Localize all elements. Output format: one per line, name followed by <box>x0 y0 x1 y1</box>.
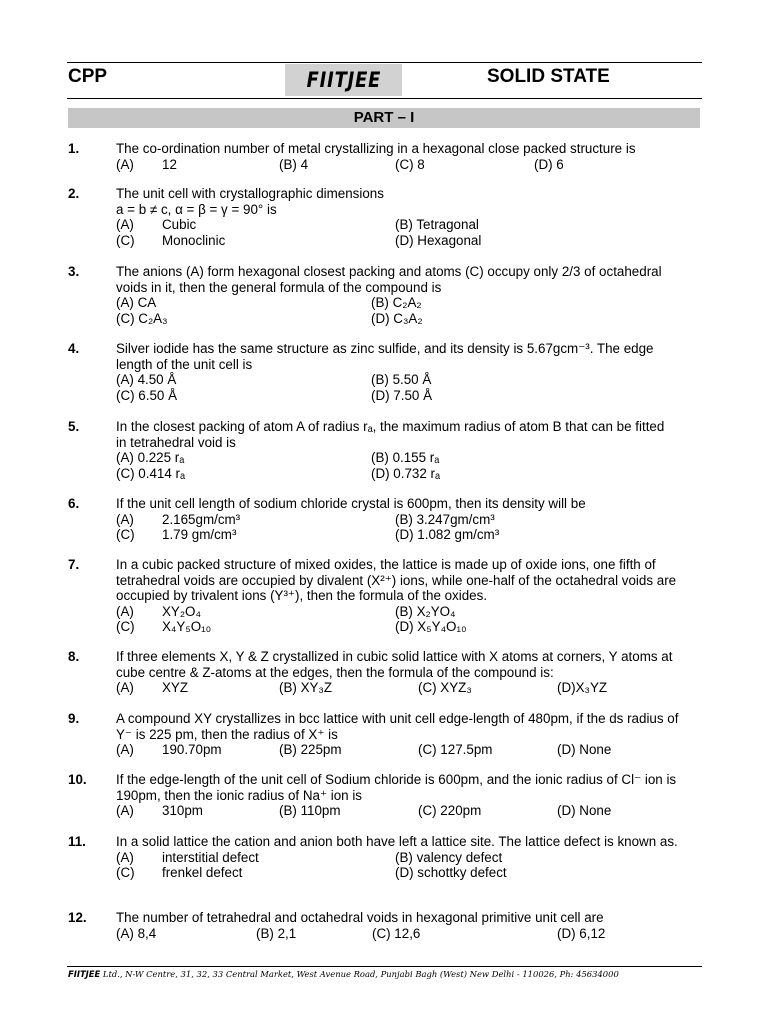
option-d: (D) 0.732 rₐ <box>371 465 440 481</box>
question-number: 3. <box>68 264 80 279</box>
question-12 <box>68 910 708 941</box>
option-d: (D) 6,12 <box>557 925 606 941</box>
option-a-label: (A) <box>116 849 134 865</box>
option-d: (D) None <box>557 742 612 757</box>
footer <box>68 969 708 979</box>
question-number: 4. <box>68 341 80 356</box>
option-a: (A) 4.50 Å <box>116 372 177 387</box>
header-bottom-rule <box>67 98 702 99</box>
option-d: (D) 1.082 gm/cm³ <box>395 527 500 542</box>
question-text: The co-ordination number of metal crystallizing in a hexagonal close packed structure is <box>116 141 636 156</box>
question-text: The unit cell with crystallographic dimensions <box>116 186 384 201</box>
option-c-value: Monoclinic <box>162 232 226 248</box>
part-title: PART – I <box>68 108 700 128</box>
option-a-value: 190.70pm <box>162 742 222 757</box>
option-c-value: 1.79 gm/cm³ <box>162 527 237 542</box>
option-b: (B) 2,1 <box>256 925 297 941</box>
option-a-value: XYZ <box>162 680 189 695</box>
question-number: 10. <box>68 772 87 787</box>
option-b: (B) valency defect <box>395 849 503 865</box>
option-a-label: (A) <box>116 217 134 232</box>
option-a-label: (A) <box>116 680 134 695</box>
option-c-value: frenkel defect <box>162 865 243 880</box>
question-number: 1. <box>68 141 80 156</box>
option-b: (B) X₂YO₄ <box>395 603 456 619</box>
options-row <box>116 865 708 881</box>
question-number: 7. <box>68 557 80 572</box>
option-b: (B) 110pm <box>279 803 341 818</box>
option-d: (D) schottky defect <box>395 865 507 880</box>
question-text: If the unit cell length of sodium chloride crystal is 600pm, then its density will be <box>116 496 586 511</box>
option-a-value: 12 <box>162 156 177 172</box>
question-8 <box>68 649 708 696</box>
option-b: (B) 0.155 rₐ <box>371 450 440 465</box>
options-row <box>116 604 708 620</box>
question-6 <box>68 496 708 543</box>
question-number: 9. <box>68 711 80 726</box>
options-row <box>116 850 708 866</box>
option-b: (B) XY₃Z <box>279 680 333 695</box>
options-row <box>116 388 708 404</box>
options-row <box>116 680 708 696</box>
question-7 <box>68 557 708 635</box>
option-a-value: XY₂O₄ <box>162 603 201 619</box>
option-c: (C) XYZ₃ <box>418 680 472 695</box>
option-c: (C) C₂A₃ <box>116 310 168 326</box>
options-row <box>116 233 708 249</box>
option-a: (A) 0.225 rₐ <box>116 450 185 465</box>
options-row <box>116 157 708 173</box>
option-b: (B) 3.247gm/cm³ <box>395 511 495 527</box>
question-text-line-2: a = b ≠ c, α = β = γ = 90° is <box>116 201 277 217</box>
question-11 <box>68 834 708 881</box>
option-a-label: (A) <box>116 803 134 818</box>
question-number: 2. <box>68 186 80 201</box>
option-d: (D) X₅Y₄O₁₀ <box>395 619 467 634</box>
header-left-label: CPP <box>68 66 108 87</box>
option-a-label: (A) <box>116 603 134 619</box>
question-1 <box>68 141 708 172</box>
question-text: The number of tetrahedral and octahedral voids in hexagonal primitive unit cell are <box>116 910 604 925</box>
footer-brand: FIITJEE <box>68 969 101 979</box>
option-d: (D) None <box>557 803 612 818</box>
option-c: (C) 12,6 <box>372 925 421 941</box>
question-number: 6. <box>68 496 80 511</box>
header-right-label: SOLID STATE <box>487 66 610 87</box>
option-b: (B) 225pm <box>279 742 342 757</box>
option-d: (D) Hexagonal <box>395 232 482 248</box>
options-row <box>116 295 708 311</box>
options-row <box>116 512 708 528</box>
question-3 <box>68 264 708 326</box>
options-row <box>116 466 708 482</box>
option-a-label: (A) <box>116 156 134 172</box>
question-text: If the edge-length of the unit cell of Sodium chloride is 600pm, and the ionic radius of Cl⁻ ion is 190pm, then the ionic radius of Na⁺ ion is <box>116 772 677 803</box>
logo-text: FIITJEE <box>306 68 381 92</box>
question-2 <box>68 186 708 248</box>
option-a-value: 310pm <box>162 803 203 818</box>
option-c-value: X₄Y₅O₁₀ <box>162 619 212 634</box>
question-10 <box>68 772 708 819</box>
option-c: (C) 6.50 Å <box>116 387 178 403</box>
question-number: 12. <box>68 910 87 925</box>
options-row <box>116 372 708 388</box>
option-a: (A) 8,4 <box>116 925 157 941</box>
question-text: If three elements X, Y & Z crystallized in cubic solid lattice with X atoms at corners, Y atoms at cube centre & Z-atoms at the edges, then the formula of the compound is: <box>116 649 673 680</box>
option-c: (C) 127.5pm <box>418 742 493 757</box>
option-c-label: (C) <box>116 527 135 542</box>
header-top-rule <box>67 62 702 63</box>
option-d: (D) 6 <box>534 156 564 172</box>
option-b: (B) C₂A₂ <box>371 295 422 310</box>
option-c: (C) 220pm <box>418 803 482 818</box>
question-text: In a solid lattice the cation and anion both have left a lattice site. The lattice defect is known as. <box>116 834 678 849</box>
question-number: 8. <box>68 649 80 664</box>
options-row <box>116 619 708 635</box>
option-a-value: Cubic <box>162 217 197 232</box>
option-a-value: 2.165gm/cm³ <box>162 511 241 527</box>
options-row <box>116 217 708 233</box>
question-text: A compound XY crystallizes in bcc lattice with unit cell edge-length of 480pm, if the ds radius of Y⁻ is 225 pm, then the radius of X⁺ is <box>116 711 679 742</box>
footer-address: Ltd., N-W Centre, 31, 32, 33 Central Market, West Avenue Road, Punjabi Bagh (West) New Delhi - 110026, Ph: 45634000 <box>102 969 619 979</box>
option-c-label: (C) <box>116 865 135 880</box>
option-c: (C) 0.414 rₐ <box>116 465 185 481</box>
question-number: 11. <box>68 834 86 849</box>
option-b: (B) 4 <box>279 156 309 172</box>
option-a-value: interstitial defect <box>162 849 259 865</box>
question-text: In a cubic packed structure of mixed oxides, the lattice is made up of oxide ions, one fifth of tetrahedral voids are occupied by divalent (X²⁺) ions, while one-half of the octahedral voids are occupied by trivalent ions (Y³⁺), then the formula of the oxides. <box>116 557 677 603</box>
option-a-label: (A) <box>116 742 134 757</box>
options-row <box>116 803 708 819</box>
option-c-label: (C) <box>116 619 135 634</box>
options-row <box>116 926 708 942</box>
question-text: In the closest packing of atom A of radius rₐ, the maximum radius of atom B that can be fitted in tetrahedral void is <box>116 419 665 450</box>
option-a-label: (A) <box>116 511 134 527</box>
option-a: (A) CA <box>116 295 157 310</box>
options-row <box>116 450 708 466</box>
question-text: Silver iodide has the same structure as zinc sulfide, and its density is 5.67gcm⁻³. The edge length of the unit cell is <box>116 341 654 372</box>
question-9 <box>68 711 708 758</box>
option-c-label: (C) <box>116 232 135 248</box>
options-row <box>116 742 708 758</box>
option-d: (D) C₃A₂ <box>371 310 423 326</box>
footer-rule <box>67 966 702 967</box>
option-b: (B) 5.50 Å <box>371 372 432 387</box>
options-row <box>116 311 708 327</box>
option-c: (C) 8 <box>395 156 425 172</box>
option-d: (D) 7.50 Å <box>371 387 433 403</box>
question-4 <box>68 341 708 403</box>
question-text: The anions (A) form hexagonal closest packing and atoms (C) occupy only 2/3 of octahedral voids in it, then the general formula of the compound is <box>116 264 662 295</box>
question-5 <box>68 419 708 481</box>
option-b: (B) Tetragonal <box>395 217 479 232</box>
options-row <box>116 527 708 543</box>
option-d: (D)X₃YZ <box>557 680 608 695</box>
fiitjee-logo <box>285 64 402 96</box>
question-number: 5. <box>68 419 80 434</box>
